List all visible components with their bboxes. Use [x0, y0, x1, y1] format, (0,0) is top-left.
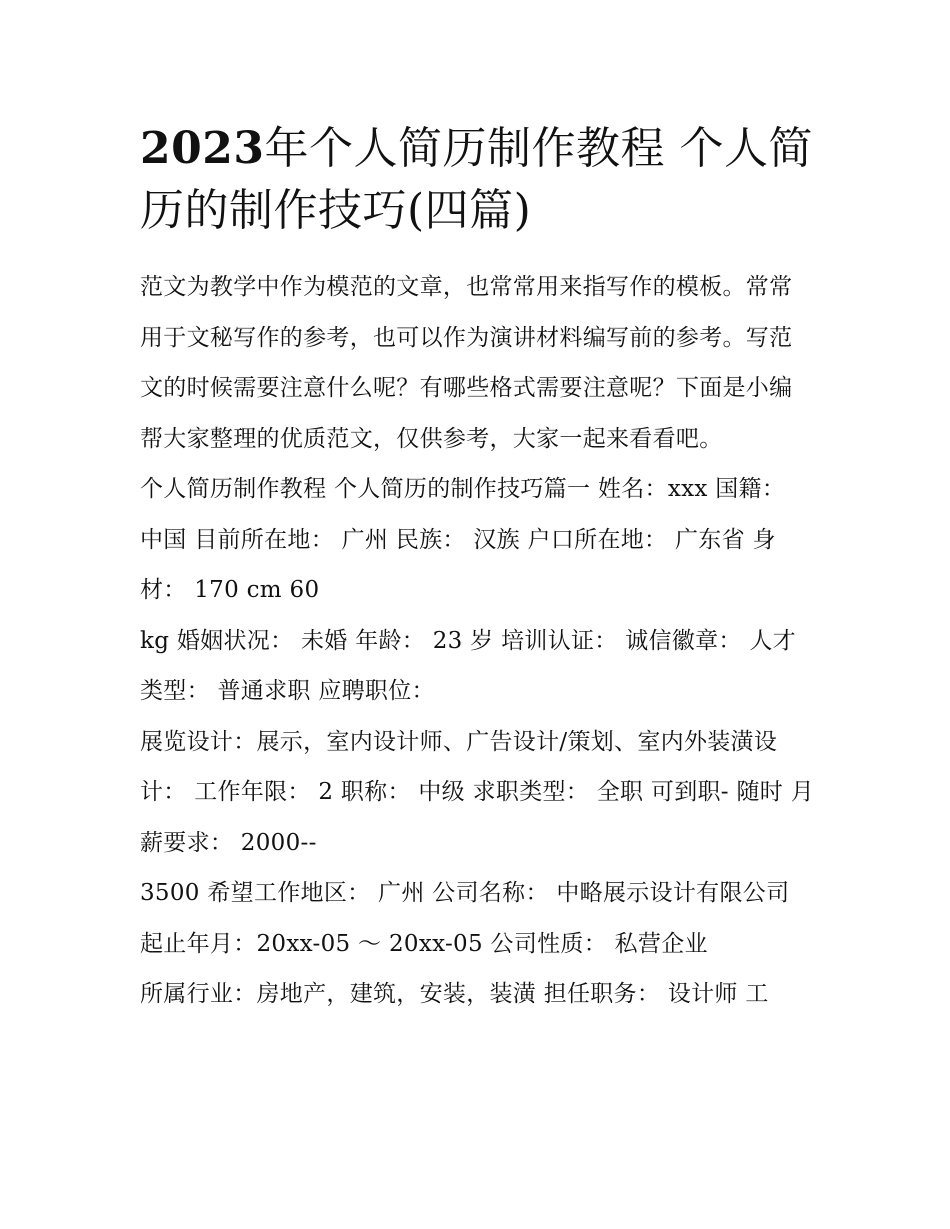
resume-paragraph-4: 3500 希望工作地区： 广州 公司名称： 中略展示设计有限公司 起止年月：20xx-05 ～ 20xx-05 公司性质： 私营企业 — [140, 880, 790, 957]
document-page — [140, 118, 815, 1020]
title-text: 年个人简历制作教程 个人简历的制作技巧(四篇) — [140, 123, 813, 236]
resume-paragraph-3: 展览设计：展示，室内设计师、广告设计/策划、室内外装潢设计： 工作年限： 2 职称： 中级 求职类型： 全职 可到职- 随时 月薪要求： 2000-- — [140, 728, 815, 856]
title-year: 2023 — [140, 123, 265, 174]
resume-paragraph-1: 个人简历制作教程 个人简历的制作技巧篇一 姓名：xxx 国籍： 中国 目前所在地： 广州 民族： 汉族 户口所在地： 广东省 身材： 170 cm 60 — [140, 476, 786, 603]
resume-paragraph-2: kg 婚姻状况： 未婚 年龄： 23 岁 培训认证： 诚信徽章： 人才类型： 普通求职 应聘职位： — [140, 627, 796, 704]
document-title — [140, 118, 815, 242]
resume-paragraph-5: 所属行业：房地产，建筑，安装，装潢 担任职务： 设计师 工 — [140, 981, 769, 1007]
intro-paragraph: 范文为教学中作为模范的文章，也常常用来指写作的模板。常常用于文秘写作的参考，也可以作为演讲材料编写前的参考。写范文的时候需要注意什么呢？有哪些格式需要注意呢？下面是小编帮大家整理的优质范文，仅供参考，大家一起来看看吧。 — [140, 274, 793, 452]
